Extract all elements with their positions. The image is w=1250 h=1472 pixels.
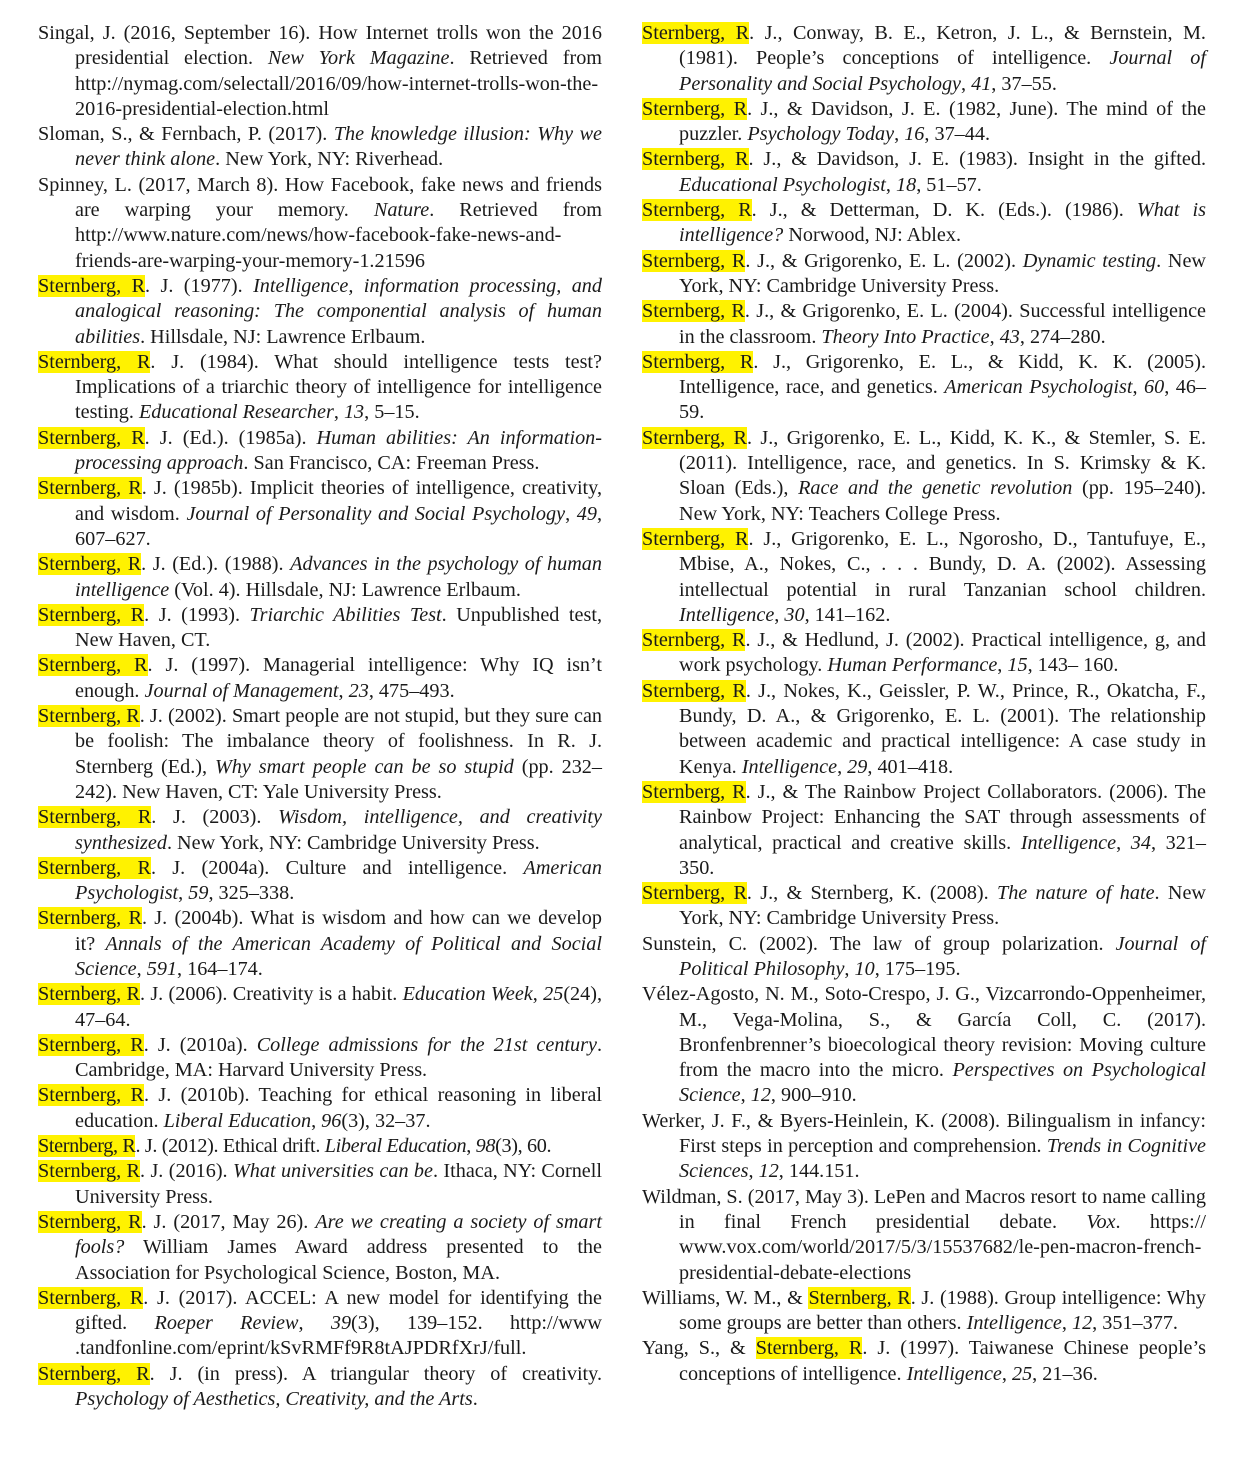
reference-entry [642, 679, 1206, 780]
italic-text: 29 [847, 755, 868, 778]
reference-text: , [1132, 376, 1144, 399]
italic-text: 49 [576, 502, 597, 525]
italic-text: Triarchic Abilities Test [249, 603, 442, 626]
italic-text: Annals of the American Academy of Political and Social Science [75, 932, 602, 980]
reference-text: . New York, NY: Cambridge University Press. [166, 831, 540, 854]
italic-text: Nature [373, 199, 430, 222]
reference-entry [38, 856, 602, 907]
reference-entry [38, 805, 602, 856]
highlighted-author: Sternberg, R [38, 1160, 141, 1183]
reference-entry [38, 653, 602, 704]
italic-text: Psychology Today [747, 123, 895, 146]
italic-text: Intelligence [679, 603, 775, 626]
reference-entry [642, 1336, 1206, 1387]
reference-text: , 607–627. [75, 502, 602, 550]
reference-text: , [844, 957, 855, 980]
italic-text: Education Week [402, 983, 533, 1006]
reference-text: . Cambridge, MA: Harvard University Press. [75, 1033, 603, 1082]
reference-text: . J. (Ed.). (1988). [141, 553, 291, 576]
italic-text: Human Performance [827, 654, 998, 677]
reference-text: . J. (2004a). Culture and intelligence. [150, 856, 524, 879]
highlighted-author: Sternberg, R [38, 1135, 136, 1158]
reference-entry [38, 603, 602, 654]
reference-text: . Unpublished test, New Haven, CT. [75, 603, 602, 652]
italic-text: 43 [999, 325, 1020, 348]
reference-text: , [298, 1312, 331, 1335]
highlighted-author: Sternberg, R [38, 274, 146, 297]
reference-text: (pp. 232–242). New Haven, CT: Yale University Press. [75, 755, 602, 803]
italic-text: Psychology of Aesthetics, Creativity, and the Arts [75, 1388, 473, 1411]
reference-text: . J. (1984). What should intelligence tests test? Implications of a triarchic theory of intelligence for intelligence testing. [75, 350, 602, 424]
reference-text: , [740, 1084, 751, 1107]
reference-text: . J., & Sternberg, K. (2008). [746, 882, 997, 905]
reference-entry [642, 147, 1206, 198]
italic-text: 96 [321, 1109, 342, 1132]
reference-text: . Hillsdale, NJ: Lawrence Erlbaum. [140, 325, 426, 348]
reference-text: . New York, NY: Cambridge University Press. [679, 249, 1206, 297]
italic-text: The nature of hate [996, 882, 1155, 905]
reference-column-right [642, 21, 1206, 1387]
italic-text: What universities can be [232, 1160, 433, 1183]
highlighted-author: Sternberg, R [808, 1286, 911, 1309]
italic-text: Journal of Personality and Social Psychology [679, 47, 1206, 95]
reference-text: , [748, 1160, 759, 1183]
reference-text: . J., Grigorenko, E. L., & Kidd, K. K. (2005). Intelligence, race, and genetics. [679, 350, 1206, 399]
italic-text: 34 [1130, 831, 1151, 854]
reference-entry [642, 1286, 1206, 1337]
italic-text: 16 [904, 123, 925, 146]
reference-text: . Retrieved from http://www.nature.com/news/how-facebook-fake-news-and-friends-are-warping-your-memory-1.21596 [75, 199, 602, 272]
italic-text: American Psychologist [944, 376, 1133, 399]
highlighted-author: Sternberg, R [642, 527, 749, 550]
reference-text: , [333, 401, 344, 424]
italic-text: Are we creating a society of smart fools? [75, 1210, 602, 1259]
italic-text: 60 [1144, 376, 1165, 399]
reference-text: Norwood, NJ: Ablex. [783, 224, 962, 247]
reference-entry [38, 350, 602, 426]
highlighted-author: Sternberg, R [38, 1286, 144, 1309]
highlighted-author: Sternberg, R [38, 654, 148, 677]
highlighted-author: Sternberg, R [38, 350, 151, 373]
reference-entry [38, 1210, 602, 1286]
highlighted-author: Sternberg, R [642, 426, 747, 449]
reference-text: . J., Grigorenko, E. L., Kidd, K. K., & Stemler, S. E. (2011). Intelligence, race, and genetics. In S. Krimsky & K. Sloan (Eds.), [679, 426, 1206, 500]
reference-text: . [472, 1388, 478, 1411]
reference-entry [642, 628, 1206, 679]
reference-text: . New York, NY: Cambridge University Press. [679, 882, 1206, 930]
reference-text: Williams, W. M., & [642, 1286, 809, 1309]
reference-entry [642, 21, 1206, 97]
reference-text: , [1116, 831, 1131, 854]
reference-text: . J. (1997). Managerial intelligence: Why IQ isn’t enough. [75, 654, 602, 702]
highlighted-author: Sternberg, R [642, 97, 748, 120]
italic-text: American Psychologist [75, 856, 602, 905]
reference-text: Spinney, L. (2017, March 8). How Facebook, fake news and friends are warping your memory. [38, 173, 602, 222]
reference-entry [38, 274, 602, 350]
highlighted-author: Sternberg, R [642, 882, 747, 905]
reference-text: , 143– 160. [1027, 654, 1119, 677]
italic-text: What is intelligence? [679, 199, 1206, 247]
reference-text: , 401–418. [867, 755, 954, 778]
reference-column-left [38, 21, 602, 1412]
italic-text: 12 [1071, 1312, 1093, 1335]
reference-text: . J. (2017). ACCEL: A new model for identifying the gifted. [75, 1286, 602, 1335]
reference-text: . J., & Grigorenko, E. L. (2004). Successful intelligence in the classroom. [679, 300, 1206, 348]
reference-text: , [565, 502, 577, 525]
reference-text: . J. (1988). Group intelligence: Why some groups are better than others. [679, 1286, 1206, 1335]
reference-text: . J., & Davidson, J. E. (1983). Insight in the gifted. [748, 148, 1206, 171]
italic-text: Educational Psychologist [679, 173, 886, 196]
reference-entry [38, 426, 602, 477]
highlighted-author: Sternberg, R [38, 1362, 150, 1385]
reference-text: , [338, 679, 349, 702]
reference-entry [38, 1033, 602, 1084]
reference-text: , 900–910. [770, 1084, 857, 1107]
reference-text: , 325–338. [208, 882, 295, 905]
reference-text: Singal, J. (2016, September 16). How Internet trolls won the 2016 presidential election. [38, 22, 602, 70]
reference-entry [38, 982, 602, 1033]
italic-text: 30 [784, 603, 805, 626]
reference-text: , [894, 123, 905, 146]
reference-text: . San Francisco, CA: Freeman Press. [243, 452, 540, 475]
reference-text: , [837, 755, 848, 778]
reference-text: Sunstein, C. (2002). The law of group polarization. [642, 932, 1116, 955]
highlighted-author: Sternberg, R [38, 705, 140, 728]
italic-text: Why smart people can be so stupid [214, 755, 514, 778]
reference-text: . J. (1993). [144, 603, 250, 626]
reference-text: Vélez-Agosto, N. M., Soto-Crespo, J. G., Vizcarrondo-Oppenheimer, M., Vega-Molina, S., & García Coll, C. (2017). Bronfenbrenner’s bioecological theory revision: Moving culture from the macro into the micro. [642, 983, 1206, 1082]
highlighted-author: Sternberg, R [642, 148, 749, 171]
reference-text: (3), 60. [495, 1135, 552, 1158]
highlighted-author: Sternberg, R [38, 1033, 144, 1056]
reference-text: , [532, 983, 544, 1006]
reference-entry [642, 1185, 1206, 1286]
italic-text: Journal of Personality and Social Psychology [186, 502, 566, 525]
reference-text: . New York, NY: Riverhead. [215, 148, 444, 171]
italic-text: 25 [1011, 1362, 1033, 1385]
reference-text: , 46–59. [679, 376, 1207, 424]
italic-text: 12 [750, 1084, 771, 1107]
reference-entry [38, 122, 602, 173]
reference-text: . J. (2012). Ethical drift. [135, 1135, 325, 1158]
reference-text: . J. (2003). [151, 806, 279, 829]
reference-text: , [311, 1109, 322, 1132]
reference-entry [642, 527, 1206, 628]
italic-text: 23 [348, 679, 369, 702]
italic-text: Liberal Education [324, 1135, 467, 1158]
italic-text: Intelligence [1020, 831, 1117, 854]
reference-text: . J. (2010b). Teaching for ethical reasoning in liberal education. [75, 1084, 602, 1132]
reference-text: (24), 47–64. [75, 983, 602, 1031]
reference-text: , [997, 654, 1008, 677]
italic-text: 18 [896, 173, 917, 196]
italic-text: 98 [475, 1135, 496, 1158]
reference-text: , 175–195. [874, 957, 961, 980]
reference-text: (3), 139–152. http://www .tandfonline.com/eprint/kSvRMFf9R8tAJPDRfXrJ/full. [75, 1312, 602, 1360]
highlighted-author: Sternberg, R [38, 856, 151, 879]
reference-text: . https:// www.vox.com/world/2017/5/3/15537682/le-pen-macron-french-presidential-debate-elections [679, 1210, 1206, 1284]
reference-entry [38, 906, 602, 982]
reference-text: , 21–36. [1032, 1362, 1098, 1385]
highlighted-author: Sternberg, R [38, 477, 142, 500]
italic-text: 13 [343, 401, 365, 424]
italic-text: Journal of Political Philosophy [679, 932, 1206, 980]
reference-text: Werker, J. F., & Byers-Heinlein, K. (2008). Bilingualism in infancy: First steps in perception and comprehension. [642, 1109, 1206, 1158]
italic-text: 39 [330, 1312, 352, 1335]
highlighted-author: Sternberg, R [642, 199, 752, 222]
reference-entry [38, 1286, 602, 1362]
reference-entry [642, 932, 1206, 983]
italic-text: The knowledge illusion: Why we never think alone [75, 123, 603, 171]
reference-text: , 351–377. [1092, 1312, 1178, 1335]
reference-text: . J. (1997). Taiwanese Chinese people’s conceptions of intelligence. [679, 1337, 1206, 1385]
reference-text: , 37–44. [924, 123, 990, 146]
highlighted-author: Sternberg, R [38, 603, 145, 626]
reference-text: (Vol. 4). Hillsdale, NJ: Lawrence Erlbaum. [169, 578, 521, 601]
highlighted-author: Sternberg, R [38, 1084, 144, 1107]
reference-entry [38, 476, 602, 552]
reference-text: . J., & Davidson, J. E. (1982, June). The mind of the puzzler. [679, 97, 1206, 146]
italic-text: Journal of Management [144, 679, 339, 702]
reference-text: . J., Conway, B. E., Ketron, J. L., & Bernstein, M. (1981). People’s conceptions of intelligence. [679, 22, 1206, 70]
highlighted-author: Sternberg, R [642, 22, 750, 44]
italic-text: New York Magazine [267, 47, 450, 70]
italic-text: Educational Researcher [138, 401, 334, 424]
reference-entry [642, 299, 1206, 350]
italic-text: 10 [854, 957, 875, 980]
italic-text: 59 [188, 882, 209, 905]
italic-text: Trends in Cognitive Sciences [679, 1135, 1206, 1183]
reference-entry [38, 552, 602, 603]
reference-text: (pp. 195–240). New York, NY: Teachers College Press. [679, 477, 1206, 525]
reference-text: . J. (2017, May 26). [141, 1210, 316, 1233]
reference-text: . J., & Detterman, D. K. (Eds.). (1986). [751, 199, 1137, 222]
reference-text: Wildman, S. (2017, May 3). LePen and Macros resort to name calling in final French presidential debate. [642, 1185, 1206, 1233]
reference-text: . Ithaca, NY: Cornell University Press. [75, 1160, 602, 1208]
reference-entry [38, 1083, 602, 1134]
highlighted-author: Sternberg, R [38, 553, 142, 576]
italic-text: Theory Into Practice [821, 325, 990, 348]
reference-text: , 164–174. [177, 957, 263, 980]
reference-text: . Retrieved from http://nymag.com/selectall/2016/09/how-internet-trolls-won-the-2016-presidential-election.html [75, 47, 602, 120]
highlighted-author: Sternberg, R [642, 350, 754, 373]
reference-entry [642, 350, 1206, 426]
italic-text: Intelligence [966, 1312, 1062, 1335]
reference-text: . J., & The Rainbow Project Collaborators. (2006). The Rainbow Project: Enhancing the SAT through assessments of analytical, practical and creative skills. [679, 780, 1206, 854]
italic-text: Vox [1086, 1210, 1116, 1233]
reference-text: Yang, S., & [642, 1337, 756, 1360]
italic-text: Intelligence [906, 1362, 1002, 1385]
reference-entry [642, 249, 1206, 300]
reference-entry [642, 426, 1206, 527]
reference-entry [642, 198, 1206, 249]
reference-text: , [989, 325, 1000, 348]
reference-text: , 5–15. [364, 401, 420, 424]
highlighted-author: Sternberg, R [38, 426, 145, 449]
highlighted-author: Sternberg, R [642, 679, 746, 702]
reference-text: , 274–280. [1019, 325, 1106, 348]
highlighted-author: Sternberg, R [755, 1337, 863, 1360]
highlighted-author: Sternberg, R [642, 300, 745, 323]
italic-text: Perspectives on Psychological Science [679, 1059, 1207, 1107]
reference-text: . J. (2004b). What is wisdom and how can we develop it? [75, 907, 602, 955]
highlighted-author: Sternberg, R [38, 806, 152, 829]
italic-text: Roeper Review [154, 1312, 299, 1335]
reference-text: . J. (2006). Creativity is a habit. [139, 983, 403, 1006]
reference-text: , [885, 173, 896, 196]
reference-entry [38, 704, 602, 805]
reference-entry [38, 1134, 602, 1159]
reference-entry [642, 780, 1206, 881]
reference-entry [38, 1159, 602, 1210]
reference-text: . J. (1985b). Implicit theories of intelligence, creativity, and wisdom. [75, 477, 602, 525]
italic-text: Wisdom, intelligence, and creativity synthesized [75, 806, 602, 854]
reference-text: Sloman, S., & Fernbach, P. (2017). [38, 123, 334, 146]
reference-text: . J. (in press). A triangular theory of creativity. [149, 1362, 602, 1385]
reference-text: , [178, 882, 189, 905]
reference-text: , [466, 1135, 476, 1158]
highlighted-author: Sternberg, R [38, 1210, 142, 1233]
reference-text: , [136, 957, 147, 980]
reference-entry [642, 97, 1206, 148]
reference-text: , 51–57. [916, 173, 982, 196]
reference-text: . J., & Grigorenko, E. L. (2002). [745, 249, 1023, 272]
italic-text: Human abilities: An information-processing approach [75, 426, 602, 475]
reference-entry [642, 881, 1206, 932]
highlighted-author: Sternberg, R [38, 983, 140, 1006]
reference-text: . J. (1977). [145, 274, 254, 297]
italic-text: Advances in the psychology of human intelligence [75, 553, 602, 601]
highlighted-author: Sternberg, R [642, 780, 746, 803]
reference-text: . J. (2010a). [143, 1033, 257, 1056]
reference-text: . J., Nokes, K., Geissler, P. W., Prince, R., Okatcha, F., Bundy, D. A., & Grigorenko, E. L. (2001). The relationship between academic and practical intelligence: A case study in Kenya. [679, 679, 1206, 778]
reference-text: William James Award address presented to the Association for Psychological Science, Boston, MA. [75, 1236, 602, 1284]
reference-text: , 144.151. [778, 1160, 860, 1183]
italic-text: 25 [543, 983, 564, 1006]
reference-entry [38, 173, 602, 274]
reference-text: , [1061, 1312, 1072, 1335]
reference-entry [642, 982, 1206, 1108]
italic-text: 591 [146, 957, 178, 980]
reference-entry [38, 1362, 602, 1413]
reference-text: . J. (2016). [140, 1160, 233, 1183]
reference-entry [38, 21, 602, 122]
highlighted-author: Sternberg, R [38, 907, 142, 930]
reference-text: . J. (2002). Smart people are not stupid, but they sure can be foolish: The imbalance theory of foolishness. In R. J. Sternberg (Ed.), [75, 705, 603, 778]
reference-text: (3), 32–37. [341, 1109, 431, 1132]
reference-text: . J., Grigorenko, E. L., Ngorosho, D., Tantufuye, E., Mbise, A., Nokes, C., . . . Bundy, D. A. (2002). Assessing intellectual potential in rural Tanzanian school children. [679, 527, 1206, 601]
reference-text: , 141–162. [804, 603, 891, 626]
italic-text: Liberal Education [163, 1109, 312, 1132]
reference-text: , 475–493. [368, 679, 455, 702]
reference-entry [642, 1109, 1206, 1185]
reference-text: , 37–55. [991, 72, 1057, 95]
italic-text: 12 [758, 1160, 779, 1183]
italic-text: 15 [1007, 654, 1028, 677]
italic-text: 41 [971, 72, 992, 95]
italic-text: Dynamic testing [1022, 249, 1157, 272]
italic-text: College admissions for the 21st century [256, 1033, 597, 1056]
reference-text: , [961, 72, 972, 95]
reference-text: . J. (Ed.). (1985a). [144, 426, 317, 449]
highlighted-author: Sternberg, R [642, 249, 746, 272]
highlighted-author: Sternberg, R [642, 629, 746, 652]
reference-text: , [1001, 1362, 1012, 1385]
italic-text: Intelligence [741, 755, 838, 778]
italic-text: Race and the genetic revolution [798, 477, 1073, 500]
reference-text: . J., & Hedlund, J. (2002). Practical intelligence, g, and work psychology. [679, 629, 1206, 677]
reference-text: , [774, 603, 785, 626]
italic-text: Intelligence, information processing, and analogical reasoning: The componential analysis of human abilities [75, 274, 602, 348]
reference-text: , 321–350. [679, 831, 1206, 879]
